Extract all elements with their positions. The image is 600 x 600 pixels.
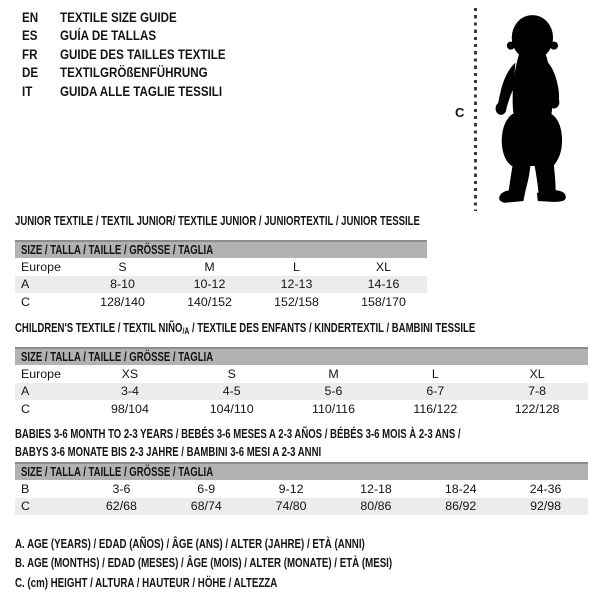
footnote-c: C. (cm) HEIGHT / ALTURA / HAUTEUR / HÖHE / ALTEZZA [15, 574, 278, 590]
size-cell: 62/68 [105, 499, 137, 514]
row-label: A [21, 277, 30, 292]
language-code: FR [22, 46, 38, 62]
size-header-bar: SIZE / TALLA / TAILLE / GRÖSSE / TAGLIA [15, 240, 427, 258]
size-cell: 158/170 [361, 294, 406, 309]
language-row-de [22, 65, 253, 83]
table-row-europe [15, 365, 588, 383]
size-header-bar: SIZE / TALLA / TAILLE / GRÖSSE / TAGLIA [15, 462, 588, 480]
size-cell: 18-24 [444, 481, 477, 496]
size-cell: 122/128 [514, 401, 560, 416]
language-code: IT [22, 83, 33, 99]
size-cell: 116/122 [413, 401, 458, 416]
language-list [22, 10, 253, 102]
size-cell: XL [529, 366, 545, 381]
size-cell: 98/104 [110, 401, 149, 416]
size-cell: S [227, 366, 236, 381]
row-label: C [21, 499, 30, 514]
language-row-es [22, 28, 253, 46]
size-cell: 10-12 [193, 277, 226, 292]
size-cell: 86/92 [445, 499, 477, 514]
nino-a-subscript: /A [182, 326, 190, 336]
junior-size-table [15, 240, 427, 311]
size-cell: 5-6 [324, 384, 343, 399]
footnotes [15, 536, 511, 594]
size-cell: XS [121, 366, 139, 381]
babies-size-table [15, 462, 588, 515]
size-cell: 68/74 [190, 499, 222, 514]
row-label: Europe [21, 366, 61, 381]
size-cell: 9-12 [278, 481, 304, 496]
size-cell: 92/98 [530, 499, 562, 514]
size-cell: XL [375, 259, 392, 274]
size-cell: 152/158 [274, 294, 319, 309]
row-label: Europe [21, 259, 61, 274]
size-cell: 8-10 [110, 277, 135, 292]
footnote-a: A. AGE (YEARS) / EDAD (AÑOS) / ÂGE (ANS) / ALTER (JAHRE) / ETÀ (ANNI) [15, 536, 365, 551]
height-dashed-line [474, 8, 477, 211]
size-cell: 14-16 [367, 277, 400, 292]
size-cell: 7-8 [528, 384, 547, 399]
size-header-bar: SIZE / TALLA / TAILLE / GRÖSSE / TAGLIA [15, 347, 588, 365]
size-cell: 110/116 [312, 401, 355, 416]
size-cell: 4-5 [222, 384, 241, 399]
size-cell: 24-36 [529, 481, 562, 496]
language-row-en [22, 10, 253, 28]
row-label: A [21, 384, 30, 399]
language-code: ES [22, 28, 38, 44]
size-cell: M [328, 366, 339, 381]
size-cell: 12-13 [280, 277, 313, 292]
size-cell: 6-9 [197, 481, 216, 496]
language-label: TEXTILE SIZE GUIDE [60, 10, 177, 25]
size-cell: S [118, 259, 127, 274]
table-row-height [15, 498, 588, 516]
language-label: GUÍA DE TALLAS [60, 28, 157, 44]
table-row-height [15, 400, 588, 418]
table-row-age [15, 276, 427, 294]
size-cell: 128/140 [100, 294, 145, 309]
babies-table-title: BABIES 3-6 MONTH TO 2-3 YEARS / BEBÉS 3-6 MESES A 2-3 AÑOS / BÉBÉS 3-6 MOIS À 2-3 ANS / BABYS 3-6 MONATE BIS 2-3 JAHRE / BAMBINI 3-6 MESI A 2-3 ANNI [15, 427, 461, 459]
table-row-age-months [15, 480, 588, 498]
measure-c-label: C [455, 105, 465, 120]
children-size-table [15, 347, 588, 418]
language-label: GUIDE DES TAILLES TEXTILE [60, 46, 226, 62]
toddler-silhouette-icon [483, 4, 580, 213]
size-cell: 104/110 [209, 401, 254, 416]
table-row-age [15, 383, 588, 401]
table-row-height [15, 293, 427, 311]
language-row-it [22, 84, 253, 102]
language-code: EN [22, 10, 39, 25]
language-code: DE [22, 65, 39, 81]
children-table-title: CHILDREN'S TEXTILE / TEXTIL NIÑO/A / TEXTILE DES ENFANTS / KINDERTEXTIL / BAMBINI TESSILE [15, 321, 476, 336]
size-cell: 3-4 [120, 384, 139, 399]
size-cell: 80/86 [360, 499, 392, 514]
language-label: GUIDA ALLE TAGLIE TESSILI [60, 83, 223, 99]
size-cell: L [431, 366, 439, 381]
size-cell: L [293, 259, 300, 274]
size-cell: 12-18 [360, 481, 392, 496]
size-cell: M [204, 259, 215, 274]
table-row-europe [15, 258, 427, 276]
language-label: TEXTILGRÖßENFÜHRUNG [60, 65, 208, 81]
language-row-fr [22, 47, 253, 65]
row-label: C [21, 401, 30, 416]
size-cell: 140/152 [187, 294, 232, 309]
row-label: C [21, 294, 30, 309]
junior-table-title: JUNIOR TEXTILE / TEXTIL JUNIOR/ TEXTILE JUNIOR / JUNIORTEXTIL / JUNIOR TESSILE [15, 214, 420, 228]
size-cell: 6-7 [426, 384, 445, 399]
row-label: B [21, 481, 30, 496]
footnote-b: B. AGE (MONTHS) / EDAD (MESES) / ÂGE (MOIS) / ALTER (MONATE) / ETÀ (MESI) [15, 555, 393, 571]
size-cell: 74/80 [275, 499, 307, 514]
size-cell: 3-6 [112, 481, 131, 496]
